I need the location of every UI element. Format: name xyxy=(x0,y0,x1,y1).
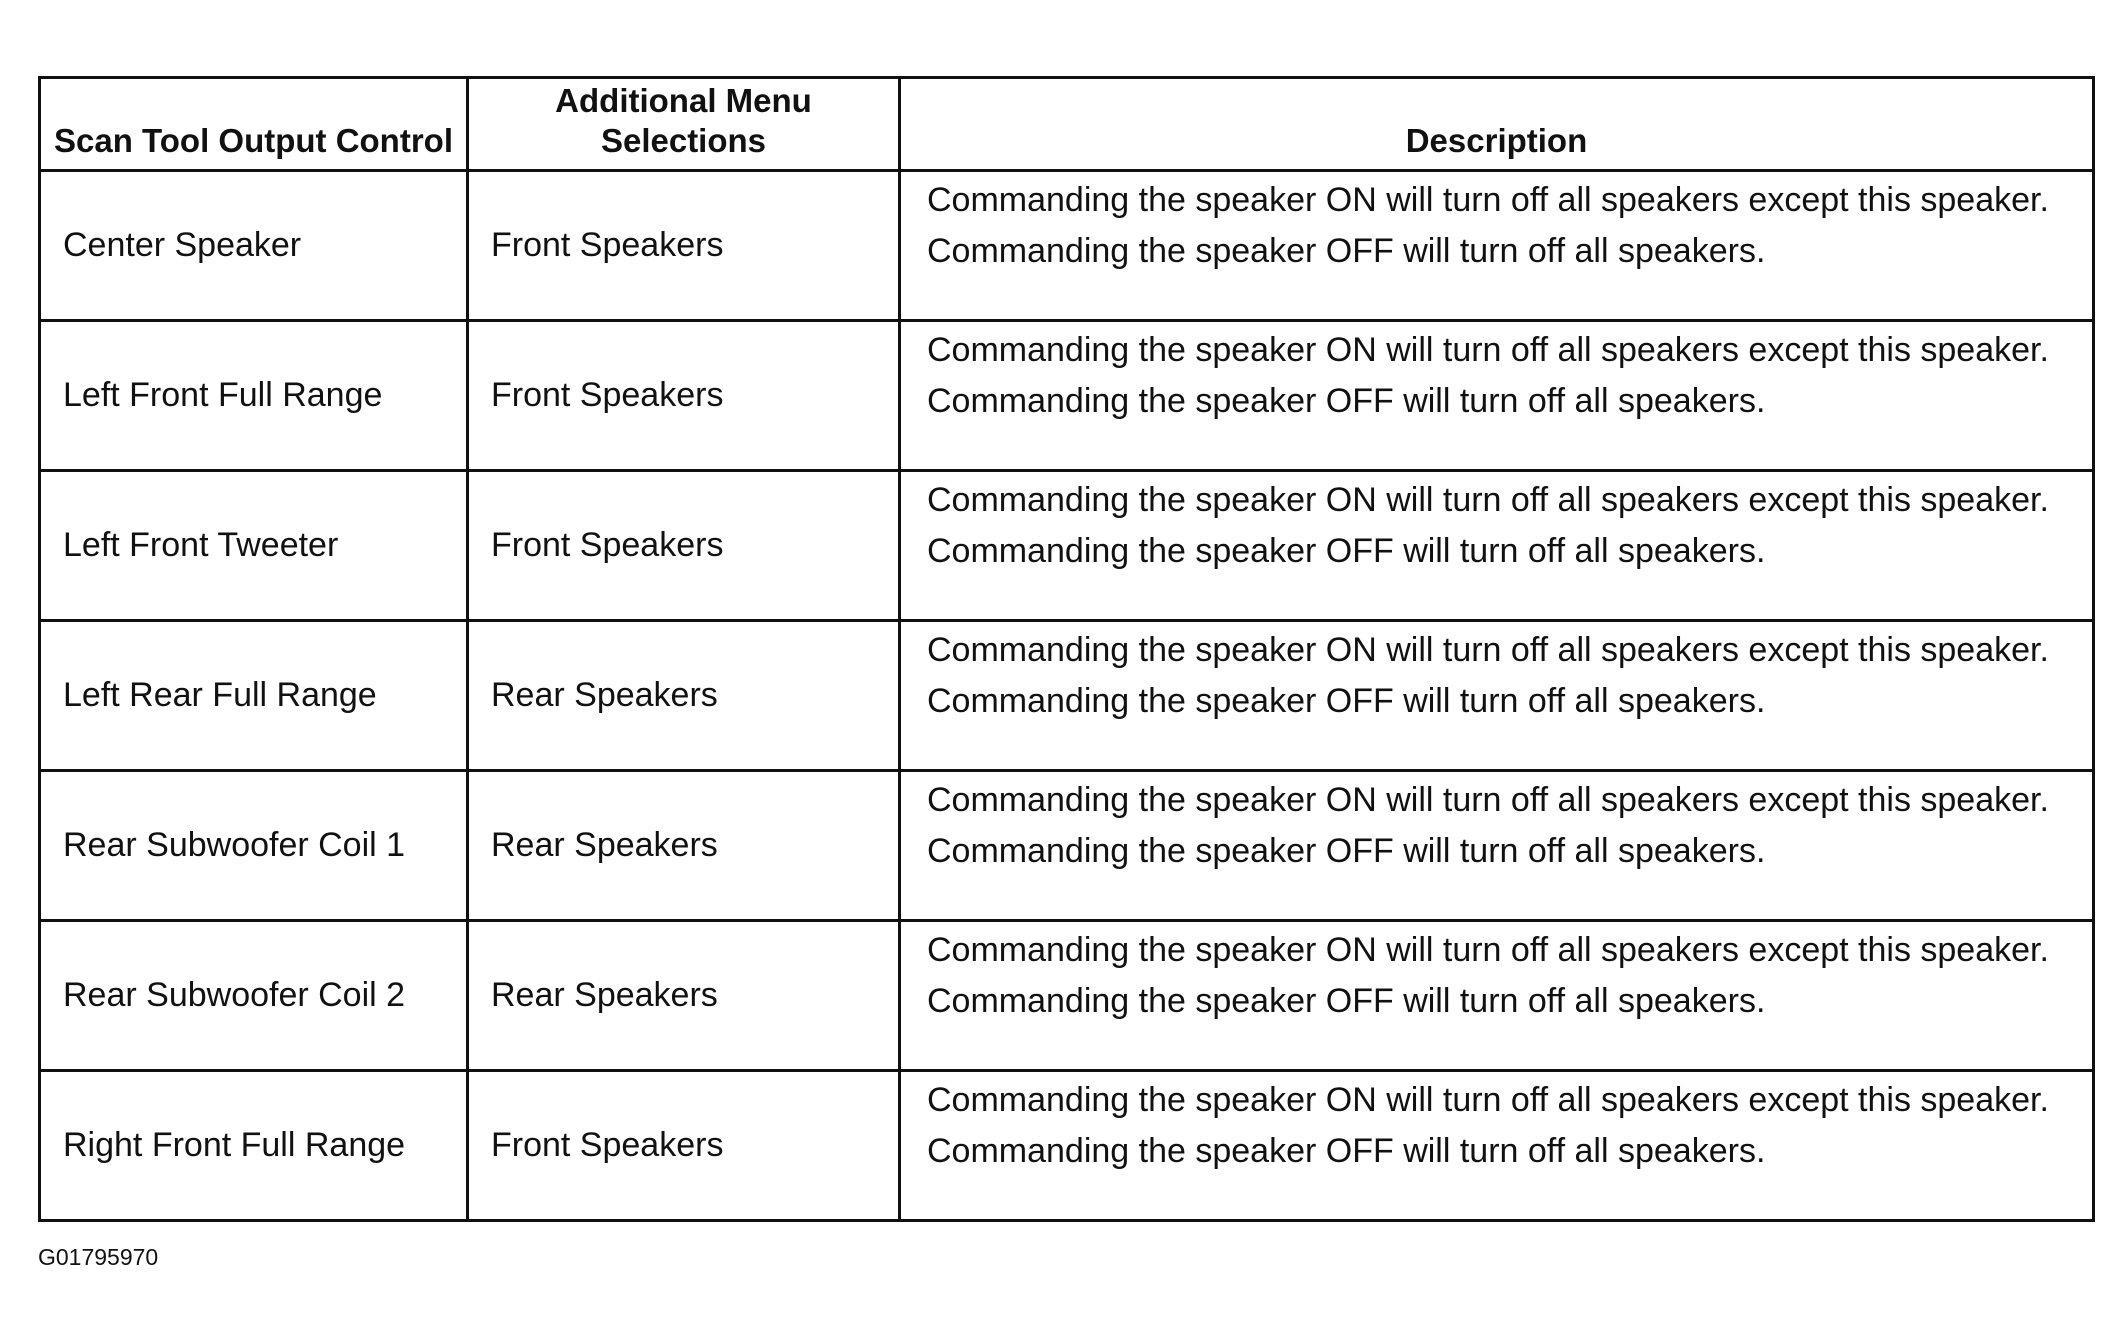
table-row xyxy=(40,771,2094,921)
table-row xyxy=(40,471,2094,621)
description-off-text: Commanding the speaker OFF will turn off all speakers. xyxy=(927,382,1766,420)
description-off-text: Commanding the speaker OFF will turn off all speakers. xyxy=(927,982,1766,1020)
description-off-text: Commanding the speaker OFF will turn off all speakers. xyxy=(927,532,1766,570)
description-cell xyxy=(900,771,2094,921)
output-control-cell: Left Rear Full Range xyxy=(40,621,468,771)
description-on-text: Commanding the speaker ON will turn off all speakers except this speaker. xyxy=(927,181,2049,219)
menu-selection-cell: Rear Speakers xyxy=(468,921,900,1071)
menu-selection-cell: Front Speakers xyxy=(468,321,900,471)
description-off-text: Commanding the speaker OFF will turn off all speakers. xyxy=(927,832,1766,870)
menu-selection-cell: Front Speakers xyxy=(468,471,900,621)
description-cell xyxy=(900,171,2094,321)
menu-selection-cell: Rear Speakers xyxy=(468,771,900,921)
header-description: Description xyxy=(900,78,2094,171)
output-control-cell: Left Front Tweeter xyxy=(40,471,468,621)
output-control-cell: Rear Subwoofer Coil 2 xyxy=(40,921,468,1071)
table-row xyxy=(40,621,2094,771)
table-row xyxy=(40,171,2094,321)
output-control-cell: Center Speaker xyxy=(40,171,468,321)
speaker-output-control-table xyxy=(38,76,2095,1222)
menu-selection-cell: Rear Speakers xyxy=(468,621,900,771)
description-off-text: Commanding the speaker OFF will turn off all speakers. xyxy=(927,1132,1766,1170)
description-on-text: Commanding the speaker ON will turn off all speakers except this speaker. xyxy=(927,1081,2049,1119)
description-on-text: Commanding the speaker ON will turn off all speakers except this speaker. xyxy=(927,481,2049,519)
description-off-text: Commanding the speaker OFF will turn off all speakers. xyxy=(927,682,1766,720)
description-on-text: Commanding the speaker ON will turn off all speakers except this speaker. xyxy=(927,331,2049,369)
menu-selection-cell: Front Speakers xyxy=(468,171,900,321)
output-control-cell: Right Front Full Range xyxy=(40,1071,468,1221)
menu-selection-cell: Front Speakers xyxy=(468,1071,900,1221)
description-cell xyxy=(900,321,2094,471)
table-row xyxy=(40,921,2094,1071)
description-cell xyxy=(900,1071,2094,1221)
description-cell xyxy=(900,621,2094,771)
description-cell xyxy=(900,471,2094,621)
table-row xyxy=(40,321,2094,471)
description-off-text: Commanding the speaker OFF will turn off all speakers. xyxy=(927,232,1766,270)
description-on-text: Commanding the speaker ON will turn off all speakers except this speaker. xyxy=(927,781,2049,819)
header-additional-menu-selections: Additional Menu Selections xyxy=(468,78,900,171)
header-scan-tool-output-control: Scan Tool Output Control xyxy=(40,78,468,171)
output-control-cell: Left Front Full Range xyxy=(40,321,468,471)
table-header-row xyxy=(40,78,2094,171)
output-control-cell: Rear Subwoofer Coil 1 xyxy=(40,771,468,921)
table-row xyxy=(40,1071,2094,1221)
description-on-text: Commanding the speaker ON will turn off all speakers except this speaker. xyxy=(927,631,2049,669)
description-cell xyxy=(900,921,2094,1071)
description-on-text: Commanding the speaker ON will turn off all speakers except this speaker. xyxy=(927,931,2049,969)
figure-id-label: G01795970 xyxy=(38,1244,159,1270)
